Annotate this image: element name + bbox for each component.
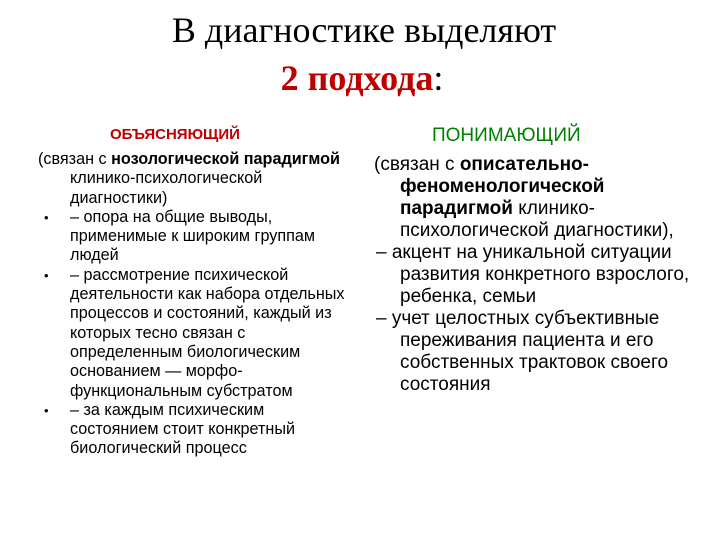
right-intro-prefix: (связан с xyxy=(374,154,460,175)
left-bullet-text: – рассмотрение психической деятельности как набора отдельных процессов и состояний, каждый из которых тесно связан с определенным биологическим основанием — морфо-функциональным субстратом xyxy=(70,265,345,400)
bullet-icon: • xyxy=(44,402,49,418)
title-emphasis: 2 подхода xyxy=(280,58,434,98)
right-item: – учет целостных субъективные переживания пациента и его собственных трактовок своего состояния xyxy=(376,308,669,395)
right-intro-bold: описательно-феноменологической парадигмой xyxy=(400,154,605,219)
bullet-icon: • xyxy=(44,209,49,225)
left-intro-bold: нозологической парадигмой xyxy=(111,150,341,168)
left-intro-suffix: клинико-психологической диагностики) xyxy=(70,169,263,207)
right-column xyxy=(372,154,702,396)
bullet-icon: • xyxy=(44,267,49,283)
left-intro-prefix: (связан с xyxy=(38,150,112,168)
right-column-heading: ПОНИМАЮЩИЙ xyxy=(432,125,581,146)
left-column xyxy=(38,150,348,459)
left-column-heading: ОБЪЯСНЯЮЩИЙ xyxy=(110,126,240,143)
left-bullet-item xyxy=(38,208,348,266)
title-colon: : xyxy=(433,58,444,98)
left-intro xyxy=(38,150,348,208)
right-item: – акцент на уникальной ситуации развития конкретного взрослого, ребенка, семьи xyxy=(376,242,690,307)
left-bullet-item xyxy=(38,401,348,459)
left-bullet-text: – опора на общие выводы, применимые к широким группам людей xyxy=(70,207,316,265)
left-bullet-text: – за каждым психическим состоянием стоит конкретный биологический процесс xyxy=(70,400,296,458)
right-intro-suffix: клинико-психологической диагностики), xyxy=(400,198,674,241)
page-title-line2 xyxy=(0,56,720,100)
right-intro xyxy=(372,154,702,242)
page-title-line1: В диагностике выделяют xyxy=(171,10,557,50)
left-bullet-item xyxy=(38,266,348,401)
